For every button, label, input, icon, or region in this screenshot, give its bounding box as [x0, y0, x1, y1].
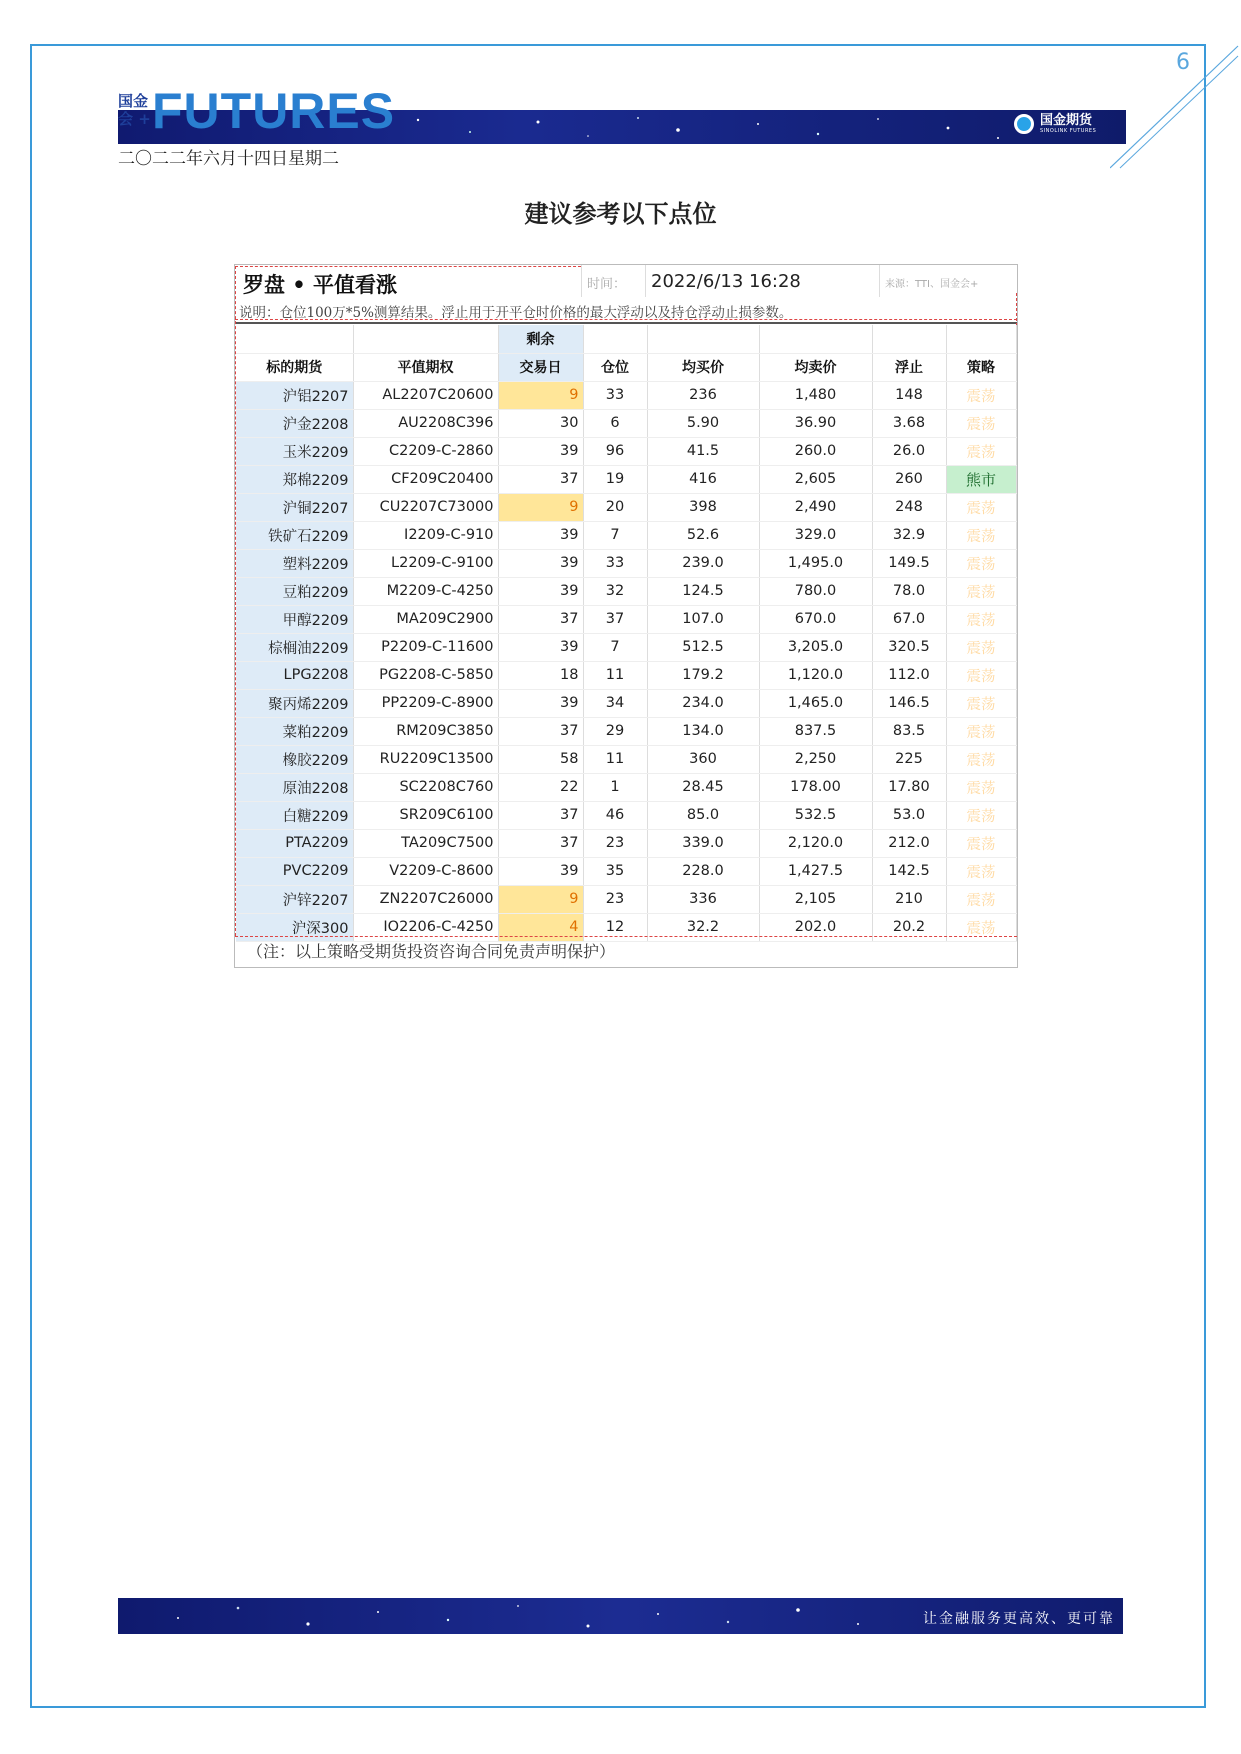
table-note: （注：以上策略受期货投资咨询合同免责声明保护）	[247, 942, 616, 961]
section-heading: 建议参考以下点位	[524, 200, 717, 228]
header-option: 平值期权	[353, 353, 498, 381]
stop-cell: 149.5	[872, 549, 946, 577]
avg-sell-cell: 532.5	[759, 801, 872, 829]
avg-sell-cell: 202.0	[759, 913, 872, 941]
days-cell: 30	[498, 409, 583, 437]
avg-buy-cell: 336	[647, 885, 759, 913]
underlying-cell: LPG2208	[236, 661, 353, 689]
underlying-cell: 沪铝2207	[236, 381, 353, 409]
avg-buy-cell: 134.0	[647, 717, 759, 745]
underlying-cell: 白糖2209	[236, 801, 353, 829]
avg-sell-cell: 670.0	[759, 605, 872, 633]
option-code-cell: AL2207C20600	[353, 381, 498, 409]
avg-sell-cell: 2,105	[759, 885, 872, 913]
table-row	[236, 633, 1016, 661]
days-cell: 37	[498, 717, 583, 745]
option-code-cell: C2209-C-2860	[353, 437, 498, 465]
table-row	[236, 493, 1016, 521]
strategy-cell: 震荡	[946, 773, 1016, 801]
position-cell: 7	[583, 521, 647, 549]
days-cell: 37	[498, 829, 583, 857]
table-row	[236, 773, 1016, 801]
table-row	[236, 857, 1016, 885]
table-time: 2022/6/13 16:28	[651, 271, 801, 292]
avg-buy-cell: 416	[647, 465, 759, 493]
table-row	[236, 689, 1016, 717]
table-row	[236, 829, 1016, 857]
option-code-cell: PG2208-C-5850	[353, 661, 498, 689]
table-source: 来源：TTI、国金会+	[885, 279, 979, 290]
underlying-cell: 沪铜2207	[236, 493, 353, 521]
days-cell: 4	[498, 913, 583, 941]
days-cell: 39	[498, 577, 583, 605]
stop-cell: 225	[872, 745, 946, 773]
underlying-cell: 沪深300	[236, 913, 353, 941]
table-row	[236, 885, 1016, 913]
stop-cell: 17.80	[872, 773, 946, 801]
position-cell: 20	[583, 493, 647, 521]
stop-cell: 78.0	[872, 577, 946, 605]
strategy-cell: 震荡	[946, 885, 1016, 913]
strategy-cell: 震荡	[946, 381, 1016, 409]
stop-cell: 210	[872, 885, 946, 913]
avg-buy-cell: 398	[647, 493, 759, 521]
report-date: 二〇二二年六月十四日星期二	[118, 149, 339, 169]
table-row	[236, 549, 1016, 577]
position-cell: 29	[583, 717, 647, 745]
position-cell: 33	[583, 549, 647, 577]
days-cell: 39	[498, 437, 583, 465]
stop-cell: 53.0	[872, 801, 946, 829]
underlying-cell: 玉米2209	[236, 437, 353, 465]
underlying-cell: 棕榈油2209	[236, 633, 353, 661]
underlying-cell: 沪金2208	[236, 409, 353, 437]
underlying-cell: 甲醇2209	[236, 605, 353, 633]
strategy-cell: 震荡	[946, 661, 1016, 689]
corner-decoration	[1110, 40, 1240, 180]
strategy-table	[234, 264, 1018, 968]
strategy-cell: 震荡	[946, 689, 1016, 717]
avg-sell-cell: 1,465.0	[759, 689, 872, 717]
avg-buy-cell: 52.6	[647, 521, 759, 549]
option-code-cell: CF209C20400	[353, 465, 498, 493]
strategy-cell: 震荡	[946, 437, 1016, 465]
strategy-cell: 震荡	[946, 913, 1016, 941]
option-code-cell: P2209-C-11600	[353, 633, 498, 661]
table-row	[236, 577, 1016, 605]
table-row	[236, 605, 1016, 633]
time-label: 时间：	[587, 277, 627, 292]
stop-cell: 20.2	[872, 913, 946, 941]
days-cell: 39	[498, 521, 583, 549]
position-cell: 37	[583, 605, 647, 633]
position-cell: 23	[583, 829, 647, 857]
avg-sell-cell: 837.5	[759, 717, 872, 745]
avg-sell-cell: 1,120.0	[759, 661, 872, 689]
header-underlying: 标的期货	[236, 353, 353, 381]
header-top-remaining: 剩余	[498, 325, 583, 353]
stop-cell: 67.0	[872, 605, 946, 633]
strategy-cell: 震荡	[946, 829, 1016, 857]
underlying-cell: 菜粕2209	[236, 717, 353, 745]
stop-cell: 26.0	[872, 437, 946, 465]
avg-sell-cell: 1,480	[759, 381, 872, 409]
underlying-cell: 原油2208	[236, 773, 353, 801]
stop-cell: 83.5	[872, 717, 946, 745]
avg-sell-cell: 1,427.5	[759, 857, 872, 885]
days-cell: 9	[498, 885, 583, 913]
days-cell: 39	[498, 689, 583, 717]
table-row	[236, 521, 1016, 549]
table-row	[236, 409, 1016, 437]
data-grid	[236, 325, 1017, 942]
strategy-cell: 震荡	[946, 605, 1016, 633]
avg-buy-cell: 124.5	[647, 577, 759, 605]
position-cell: 96	[583, 437, 647, 465]
option-code-cell: PP2209-C-8900	[353, 689, 498, 717]
stop-cell: 212.0	[872, 829, 946, 857]
avg-sell-cell: 2,490	[759, 493, 872, 521]
option-code-cell: RM209C3850	[353, 717, 498, 745]
table-row	[236, 801, 1016, 829]
days-cell: 58	[498, 745, 583, 773]
underlying-cell: 郑棉2209	[236, 465, 353, 493]
days-cell: 39	[498, 857, 583, 885]
option-code-cell: RU2209C13500	[353, 745, 498, 773]
avg-sell-cell: 780.0	[759, 577, 872, 605]
days-cell: 9	[498, 381, 583, 409]
position-cell: 34	[583, 689, 647, 717]
header-stop: 浮止	[872, 353, 946, 381]
avg-sell-cell: 2,605	[759, 465, 872, 493]
stop-cell: 3.68	[872, 409, 946, 437]
stop-cell: 148	[872, 381, 946, 409]
option-code-cell: MA209C2900	[353, 605, 498, 633]
strategy-cell: 震荡	[946, 549, 1016, 577]
underlying-cell: 聚丙烯2209	[236, 689, 353, 717]
avg-buy-cell: 28.45	[647, 773, 759, 801]
stop-cell: 260	[872, 465, 946, 493]
avg-sell-cell: 1,495.0	[759, 549, 872, 577]
table-row	[236, 381, 1016, 409]
position-cell: 33	[583, 381, 647, 409]
option-code-cell: V2209-C-8600	[353, 857, 498, 885]
avg-buy-cell: 360	[647, 745, 759, 773]
avg-sell-cell: 36.90	[759, 409, 872, 437]
days-cell: 18	[498, 661, 583, 689]
strategy-cell: 震荡	[946, 857, 1016, 885]
strategy-cell: 震荡	[946, 633, 1016, 661]
strategy-cell: 震荡	[946, 717, 1016, 745]
table-row	[236, 745, 1016, 773]
page-number: 6	[1176, 50, 1190, 75]
logo-mark-icon	[1014, 114, 1034, 134]
table-description: 说明：仓位100万*5%测算结果。浮止用于开平仓时价格的最大浮动以及持仓浮动止损参数。	[239, 305, 793, 321]
position-cell: 32	[583, 577, 647, 605]
avg-buy-cell: 234.0	[647, 689, 759, 717]
avg-buy-cell: 228.0	[647, 857, 759, 885]
position-cell: 11	[583, 661, 647, 689]
days-cell: 37	[498, 605, 583, 633]
stop-cell: 248	[872, 493, 946, 521]
table-row	[236, 437, 1016, 465]
header-position: 仓位	[583, 353, 647, 381]
avg-buy-cell: 239.0	[647, 549, 759, 577]
stop-cell: 146.5	[872, 689, 946, 717]
stop-cell: 320.5	[872, 633, 946, 661]
avg-sell-cell: 3,205.0	[759, 633, 872, 661]
position-cell: 1	[583, 773, 647, 801]
position-cell: 23	[583, 885, 647, 913]
table-row	[236, 661, 1016, 689]
option-code-cell: TA209C7500	[353, 829, 498, 857]
strategy-cell: 熊市	[946, 465, 1016, 493]
underlying-cell: 沪锌2207	[236, 885, 353, 913]
underlying-cell: 铁矿石2209	[236, 521, 353, 549]
position-cell: 19	[583, 465, 647, 493]
avg-sell-cell: 178.00	[759, 773, 872, 801]
underlying-cell: 塑料2209	[236, 549, 353, 577]
avg-buy-cell: 339.0	[647, 829, 759, 857]
avg-buy-cell: 41.5	[647, 437, 759, 465]
days-cell: 9	[498, 493, 583, 521]
position-cell: 6	[583, 409, 647, 437]
option-code-cell: M2209-C-4250	[353, 577, 498, 605]
avg-sell-cell: 329.0	[759, 521, 872, 549]
avg-buy-cell: 179.2	[647, 661, 759, 689]
avg-sell-cell: 2,120.0	[759, 829, 872, 857]
footer-banner	[118, 1598, 1123, 1634]
avg-buy-cell: 107.0	[647, 605, 759, 633]
position-cell: 11	[583, 745, 647, 773]
option-code-cell: SR209C6100	[353, 801, 498, 829]
option-code-cell: IO2206-C-4250	[353, 913, 498, 941]
option-code-cell: CU2207C73000	[353, 493, 498, 521]
stop-cell: 32.9	[872, 521, 946, 549]
option-code-cell: SC2208C760	[353, 773, 498, 801]
table-row	[236, 717, 1016, 745]
avg-buy-cell: 5.90	[647, 409, 759, 437]
avg-sell-cell: 260.0	[759, 437, 872, 465]
option-code-cell: ZN2207C26000	[353, 885, 498, 913]
strategy-cell: 震荡	[946, 493, 1016, 521]
avg-buy-cell: 32.2	[647, 913, 759, 941]
stop-cell: 112.0	[872, 661, 946, 689]
avg-buy-cell: 512.5	[647, 633, 759, 661]
header-strategy: 策略	[946, 353, 1016, 381]
days-cell: 37	[498, 801, 583, 829]
strategy-cell: 震荡	[946, 577, 1016, 605]
strategy-cell: 震荡	[946, 801, 1016, 829]
footer-slogan: 让金融服务更高效、更可靠	[923, 1611, 1115, 1627]
strategy-cell: 震荡	[946, 745, 1016, 773]
underlying-cell: PTA2209	[236, 829, 353, 857]
days-cell: 39	[498, 633, 583, 661]
avg-buy-cell: 85.0	[647, 801, 759, 829]
avg-buy-cell: 236	[647, 381, 759, 409]
stop-cell: 142.5	[872, 857, 946, 885]
position-cell: 46	[583, 801, 647, 829]
underlying-cell: PVC2209	[236, 857, 353, 885]
table-row	[236, 465, 1016, 493]
days-cell: 22	[498, 773, 583, 801]
position-cell: 7	[583, 633, 647, 661]
option-code-cell: I2209-C-910	[353, 521, 498, 549]
header-days: 交易日	[498, 353, 583, 381]
option-code-cell: L2209-C-9100	[353, 549, 498, 577]
days-cell: 39	[498, 549, 583, 577]
header-avg-buy: 均买价	[647, 353, 759, 381]
days-cell: 37	[498, 465, 583, 493]
strategy-cell: 震荡	[946, 521, 1016, 549]
underlying-cell: 橡胶2209	[236, 745, 353, 773]
strategy-cell: 震荡	[946, 409, 1016, 437]
position-cell: 35	[583, 857, 647, 885]
position-cell: 12	[583, 913, 647, 941]
sinolink-logo: 国金期货 SINOLINK FUTURES	[1014, 114, 1096, 134]
avg-sell-cell: 2,250	[759, 745, 872, 773]
option-code-cell: AU2208C396	[353, 409, 498, 437]
table-title: 罗盘 • 平值看涨	[243, 272, 398, 297]
underlying-cell: 豆粕2209	[236, 577, 353, 605]
header-avg-sell: 均卖价	[759, 353, 872, 381]
header-row	[236, 353, 1016, 381]
